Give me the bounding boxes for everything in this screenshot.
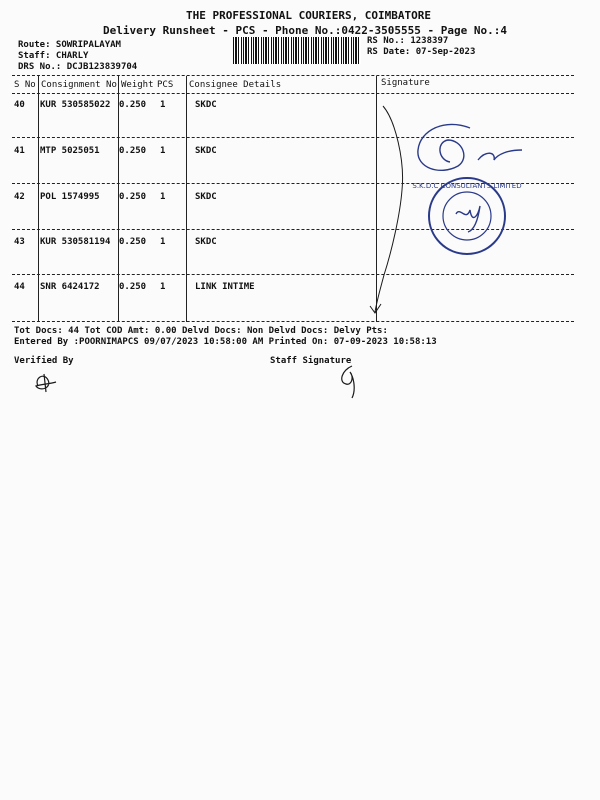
drs-number: DRS No.: DCJB123839704 bbox=[18, 62, 138, 72]
verified-signature-icon bbox=[36, 374, 56, 392]
staff-signature-label: Staff Signature bbox=[270, 356, 352, 366]
signature-line-icon bbox=[370, 106, 403, 313]
stamp-text: S.K.D.C CONSULTANTS LIMITED bbox=[412, 182, 522, 190]
signature-scribble-icon bbox=[418, 124, 522, 170]
col-header-consignee: Consignee Details bbox=[189, 80, 282, 90]
row-consignee: SKDC bbox=[195, 100, 217, 110]
entered-by-line: Entered By :POORNIMAPCS 09/07/2023 10:58:00 AM Printed On: 07-09-2023 10:58:13 bbox=[14, 337, 437, 347]
row-weight: 0.250 bbox=[119, 282, 147, 292]
row-consignment: KUR 530585022 bbox=[40, 100, 111, 110]
col-header-pcs: PCS bbox=[157, 80, 174, 90]
row-consignment: POL 1574995 bbox=[40, 192, 100, 202]
row-consignment: MTP 5025051 bbox=[40, 146, 100, 156]
row-sno: 40 bbox=[14, 100, 25, 110]
col-header-signature: Signature bbox=[381, 78, 430, 88]
company-name: THE PROFESSIONAL COURIERS, COIMBATORE bbox=[186, 9, 432, 22]
row-weight: 0.250 bbox=[119, 237, 147, 247]
row-pcs: 1 bbox=[160, 100, 166, 110]
col-header-consignment: Consignment No bbox=[41, 80, 117, 90]
row-sno: 41 bbox=[14, 146, 25, 156]
staff-label: Staff: CHARLY bbox=[18, 51, 89, 61]
col-header-weight: Weight bbox=[121, 80, 154, 90]
route-label: Route: SOWRIPALAYAM bbox=[18, 40, 121, 50]
staff-signature-icon bbox=[342, 366, 354, 398]
row-weight: 0.250 bbox=[119, 192, 147, 202]
col-header-sno: S No bbox=[14, 80, 36, 90]
row-pcs: 1 bbox=[160, 146, 166, 156]
verified-by-label: Verified By bbox=[14, 356, 74, 366]
row-weight: 0.250 bbox=[119, 100, 147, 110]
row-consignee: SKDC bbox=[195, 146, 217, 156]
row-pcs: 1 bbox=[160, 282, 166, 292]
row-consignment: SNR 6424172 bbox=[40, 282, 100, 292]
row-consignee: SKDC bbox=[195, 192, 217, 202]
rs-number: RS No.: 1238397 bbox=[367, 36, 449, 46]
row-weight: 0.250 bbox=[119, 146, 147, 156]
row-sno: 44 bbox=[14, 282, 25, 292]
row-consignment: KUR 530581194 bbox=[40, 237, 111, 247]
row-sno: 42 bbox=[14, 192, 25, 202]
row-consignee: LINK INTIME bbox=[195, 282, 255, 292]
row-pcs: 1 bbox=[160, 237, 166, 247]
row-pcs: 1 bbox=[160, 192, 166, 202]
row-sno: 43 bbox=[14, 237, 25, 247]
totals-line: Tot Docs: 44 Tot COD Amt: 0.00 Delvd Docs: Non Delvd Docs: Delvy Pts: bbox=[14, 326, 388, 336]
row-consignee: SKDC bbox=[195, 237, 217, 247]
company-stamp-icon bbox=[412, 178, 521, 254]
rs-date: RS Date: 07-Sep-2023 bbox=[367, 47, 476, 57]
document-subtitle: Delivery Runsheet - PCS - Phone No.:0422-3505555 - Page No.:4 bbox=[103, 24, 507, 37]
